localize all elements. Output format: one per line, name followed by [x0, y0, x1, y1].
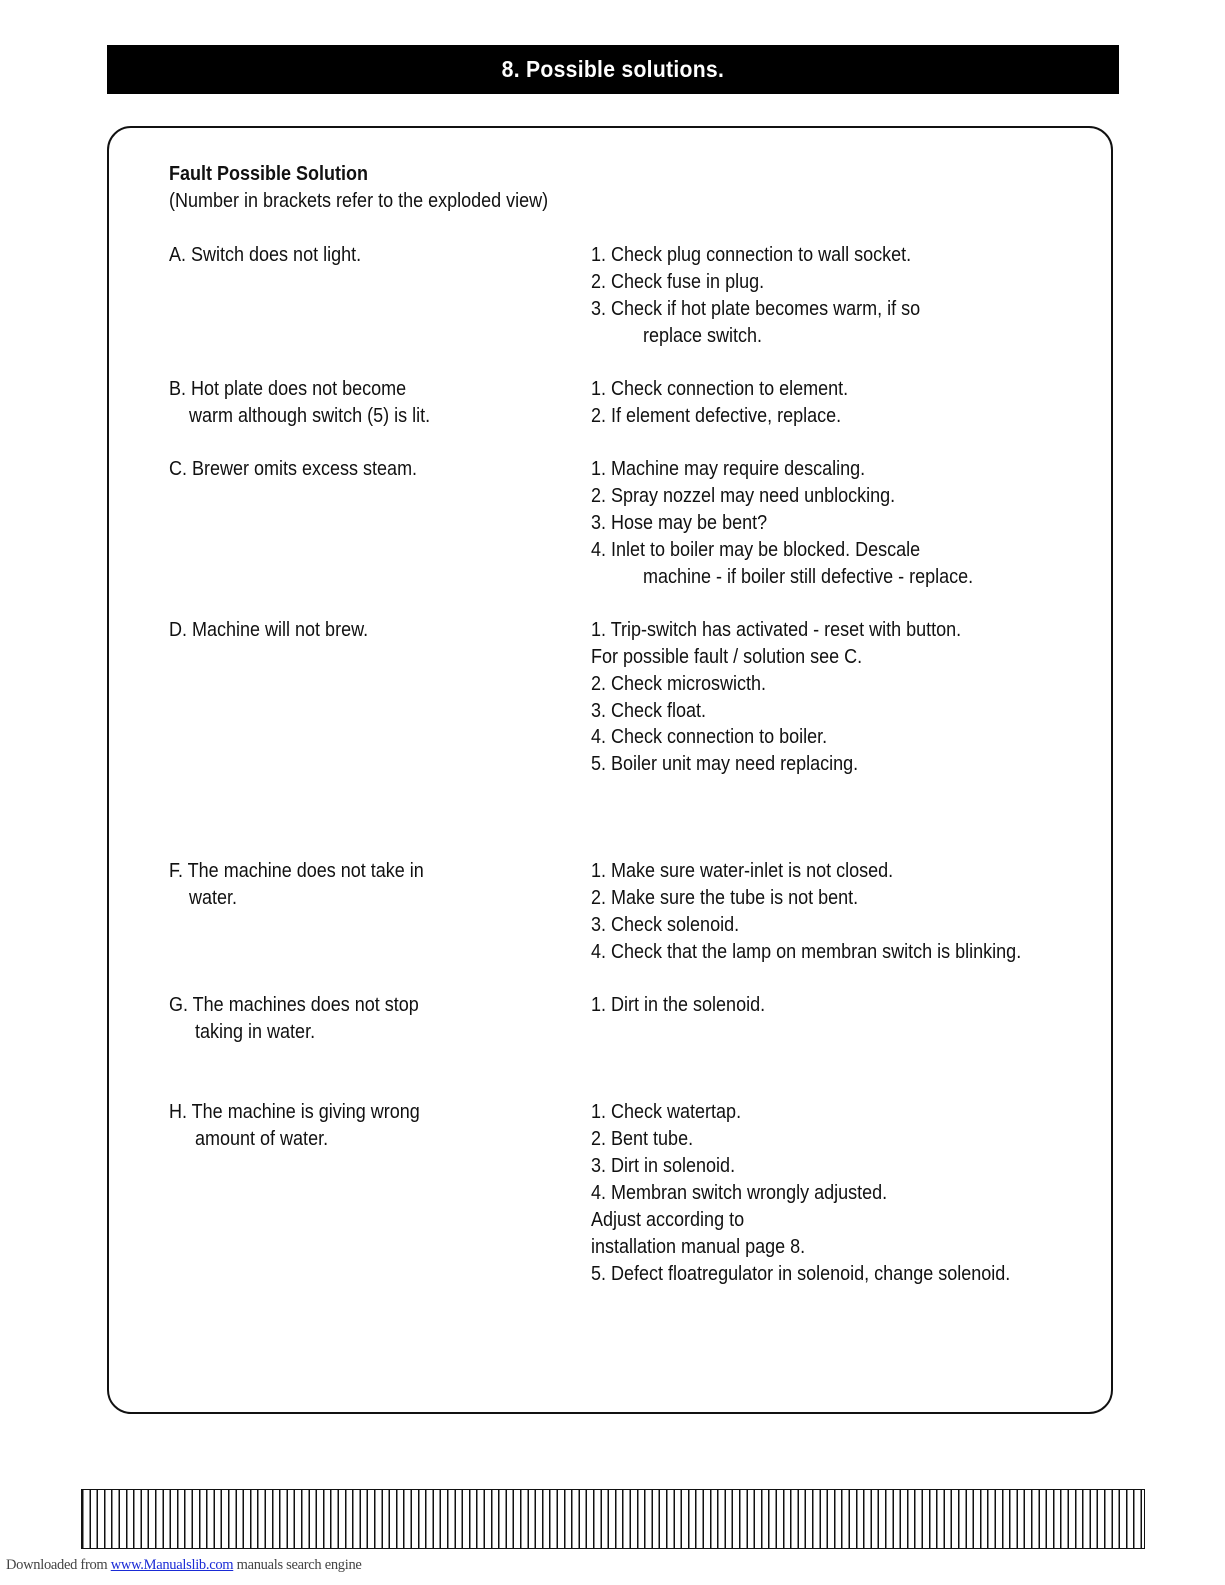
solution-d-6: 5. Boiler unit may need replacing.	[591, 753, 859, 775]
solution-d-4: 3. Check float.	[591, 700, 707, 722]
solution-d-5: 4. Check connection to boiler.	[591, 726, 828, 748]
manualslib-link[interactable]: www.Manualslib.com	[110, 1557, 234, 1573]
fault-g-line-1: G. The machines does not stop	[169, 994, 419, 1016]
solution-a-3: 3. Check if hot plate becomes warm, if so	[591, 298, 921, 320]
page-title-bar	[107, 45, 1119, 94]
download-footer	[6, 1557, 362, 1574]
page-title: 8. Possible solutions.	[501, 56, 725, 82]
solution-c-5: machine - if boiler still defective - replace.	[643, 566, 974, 588]
table-heading: Fault Possible Solution	[169, 163, 369, 185]
solution-h-6: installation manual page 8.	[591, 1236, 806, 1258]
solution-f-1: 1. Make sure water-inlet is not closed.	[591, 860, 894, 882]
fault-f-line-1: F. The machine does not take in	[169, 860, 424, 882]
fault-b-line-1: B. Hot plate does not become	[169, 378, 407, 400]
solution-d-3: 2. Check microswicth.	[591, 673, 767, 695]
solution-h-2: 2. Bent tube.	[591, 1128, 694, 1150]
fault-h-line-2: amount of water.	[195, 1128, 329, 1150]
solution-d-1: 1. Trip-switch has activated - reset with button.	[591, 619, 962, 641]
solution-a-1: 1. Check plug connection to wall socket.	[591, 244, 912, 266]
fault-b-line-2: warm although switch (5) is lit.	[189, 405, 431, 427]
solution-h-5: Adjust according to	[591, 1209, 745, 1231]
solution-d-2: For possible fault / solution see C.	[591, 646, 863, 668]
solution-h-4: 4. Membran switch wrongly adjusted.	[591, 1182, 888, 1204]
solution-c-2: 2. Spray nozzel may need unblocking.	[591, 485, 896, 507]
fault-h-line-1: H. The machine is giving wrong	[169, 1101, 420, 1123]
solution-f-3: 3. Check solenoid.	[591, 914, 740, 936]
fault-a-line-1: A. Switch does not light.	[169, 244, 362, 266]
solution-a-2: 2. Check fuse in plug.	[591, 271, 765, 293]
solution-c-4: 4. Inlet to boiler may be blocked. Descale	[591, 539, 921, 561]
fault-g-line-2: taking in water.	[195, 1021, 316, 1043]
solution-a-4: replace switch.	[643, 325, 763, 347]
solution-c-1: 1. Machine may require descaling.	[591, 458, 866, 480]
solution-h-3: 3. Dirt in solenoid.	[591, 1155, 736, 1177]
solution-h-1: 1. Check watertap.	[591, 1101, 742, 1123]
solution-b-1: 1. Check connection to element.	[591, 378, 849, 400]
fault-c-line-1: C. Brewer omits excess steam.	[169, 458, 418, 480]
footer-prefix: Downloaded from	[6, 1557, 111, 1573]
solution-f-4: 4. Check that the lamp on membran switch is blinking.	[591, 941, 1022, 963]
solution-f-2: 2. Make sure the tube is not bent.	[591, 887, 859, 909]
solution-c-3: 3. Hose may be bent?	[591, 512, 768, 534]
fault-f-line-2: water.	[189, 887, 238, 909]
fault-d-line-1: D. Machine will not brew.	[169, 619, 369, 641]
solution-h-7: 5. Defect floatregulator in solenoid, change solenoid.	[591, 1263, 1011, 1285]
solution-g-1: 1. Dirt in the solenoid.	[591, 994, 766, 1016]
table-subheading: (Number in brackets refer to the exploded view)	[169, 190, 549, 212]
solution-b-2: 2. If element defective, replace.	[591, 405, 842, 427]
footer-suffix: manuals search engine	[233, 1557, 362, 1573]
decorative-barcode-strip	[81, 1489, 1145, 1549]
